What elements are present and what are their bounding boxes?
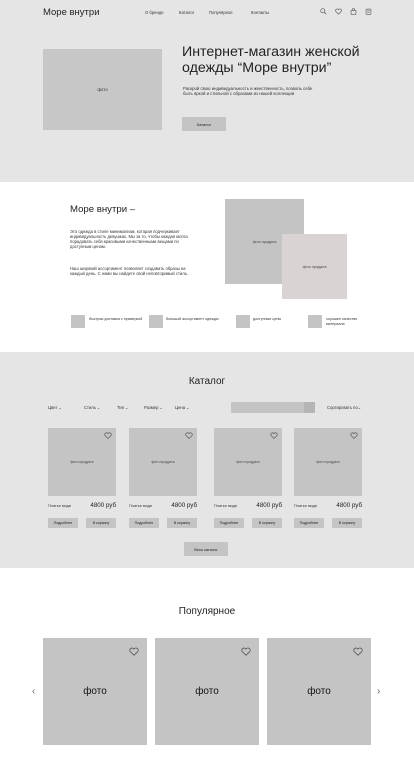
- favorite-heart-icon[interactable]: [129, 647, 139, 656]
- product-card: [294, 428, 364, 528]
- sort-label: Сортировать по: [327, 405, 358, 410]
- about-photo-1-label: фото продукта: [252, 239, 277, 244]
- filter-color[interactable]: [48, 405, 62, 410]
- all-catalog-button[interactable]: Весь каталог: [184, 542, 228, 556]
- product-photo-label: фото продукта: [236, 460, 260, 464]
- popular-photo-label: фото: [195, 686, 219, 697]
- hero-photo-label: фото: [97, 87, 108, 92]
- filter-price-label: Цена: [175, 405, 186, 410]
- add-to-cart-button[interactable]: В корзину: [252, 518, 282, 528]
- favorite-heart-icon[interactable]: [185, 432, 193, 439]
- add-to-cart-button[interactable]: В корзину: [167, 518, 197, 528]
- favorite-heart-icon[interactable]: [241, 647, 251, 656]
- feature-prices: доступные цены: [253, 317, 282, 321]
- quality-icon: [308, 315, 322, 328]
- add-to-cart-button[interactable]: В корзину: [86, 518, 116, 528]
- product-photo-label: фото продукта: [151, 460, 175, 464]
- nav-contacts[interactable]: Контакты: [251, 10, 270, 15]
- filter-size-label: Размер: [144, 405, 159, 410]
- search-button[interactable]: [304, 402, 315, 413]
- product-price: 4800 руб: [171, 502, 197, 509]
- details-button[interactable]: Подробнее: [129, 518, 159, 528]
- product-name: Платье миди: [48, 504, 71, 508]
- filter-color-label: Цвет: [48, 405, 58, 410]
- feature-assortment: большой ассортимент одежды: [166, 317, 219, 321]
- filter-type-label: Тип: [117, 405, 124, 410]
- product-name: Платье миди: [129, 504, 152, 508]
- filter-size[interactable]: [144, 405, 163, 410]
- carousel-next-button[interactable]: ›: [377, 686, 381, 697]
- hero-catalog-button[interactable]: Каталог: [182, 117, 226, 131]
- product-photo-label: фото продукта: [316, 460, 340, 464]
- heart-icon[interactable]: [335, 8, 342, 15]
- product-card: [129, 428, 199, 528]
- catalog-section: [0, 352, 414, 568]
- details-button[interactable]: Подробнее: [48, 518, 78, 528]
- popular-section: [0, 568, 414, 765]
- carousel-prev-button[interactable]: ‹: [32, 686, 36, 697]
- product-price: 4800 руб: [90, 502, 116, 509]
- favorite-heart-icon[interactable]: [350, 432, 358, 439]
- sort-dropdown[interactable]: [327, 405, 361, 410]
- hero-description: Раскрой свою индивидуальность и женственность, позволь себе быть яркой и стильной с образами из нашей коллекции: [183, 86, 313, 97]
- chevron-down-icon: ⌄: [96, 405, 101, 410]
- catalog-title: Каталог: [188, 376, 226, 387]
- add-to-cart-button[interactable]: В корзину: [332, 518, 362, 528]
- hero-title: Интернет-магазин женской одежды “Море внутри”: [182, 44, 360, 76]
- nav-catalog[interactable]: Каталог: [179, 10, 195, 15]
- about-photo-2: [282, 234, 347, 299]
- cart-icon[interactable]: [350, 8, 357, 15]
- filter-style-label: Стиль: [84, 405, 96, 410]
- popular-title: Популярное: [178, 606, 236, 617]
- chevron-down-icon: ⌄: [159, 405, 163, 410]
- product-card: [214, 428, 284, 528]
- search-icon[interactable]: [320, 8, 327, 15]
- product-name: Платье миди: [294, 504, 317, 508]
- about-title: Море внутри –: [70, 204, 136, 215]
- filter-style[interactable]: [84, 405, 100, 410]
- filter-type[interactable]: [117, 405, 128, 410]
- about-photo-2-label: фото продукта: [302, 264, 327, 269]
- about-paragraph-2: Наш широкий ассортимент позволяет создавать образы на каждый день. С нами вы найдете свой неповторимый стиль.: [70, 266, 189, 277]
- chevron-down-icon: ⌄: [124, 405, 129, 410]
- chevron-down-icon: ⌄: [186, 405, 190, 410]
- popular-card[interactable]: [267, 638, 371, 745]
- details-button[interactable]: Подробнее: [214, 518, 244, 528]
- hero-section: [0, 0, 414, 182]
- popular-card[interactable]: [43, 638, 147, 745]
- product-photo-label: фото продукта: [70, 460, 94, 464]
- search-input[interactable]: [231, 402, 315, 413]
- about-section: [0, 182, 414, 352]
- product-card: [48, 428, 118, 528]
- feature-quality: хорошее качество материала: [326, 317, 358, 326]
- popular-photo-label: фото: [83, 686, 107, 697]
- nav-about[interactable]: О бренде: [145, 10, 164, 15]
- about-paragraph-1: Это одежда в стиле минимализм, которая подчеркивает индивидуальность девушках. Мы за то, чтобы каждая могла порадовать себя красивыми качественными вещами по доступным ценам.: [70, 229, 188, 250]
- delivery-icon: [71, 315, 85, 328]
- nav-popular[interactable]: Популярное: [209, 10, 233, 15]
- chevron-down-icon: ⌄: [357, 405, 362, 410]
- favorite-heart-icon[interactable]: [270, 432, 278, 439]
- product-price: 4800 руб: [256, 502, 282, 509]
- favorite-heart-icon[interactable]: [104, 432, 112, 439]
- filter-price[interactable]: [175, 405, 189, 410]
- logo[interactable]: Море внутри: [43, 7, 100, 18]
- chevron-down-icon: ⌄: [58, 405, 62, 410]
- product-name: Платье миди: [214, 504, 237, 508]
- feature-delivery: быстрая доставка с примеркой: [89, 317, 143, 321]
- product-price: 4800 руб: [336, 502, 362, 509]
- account-icon[interactable]: [365, 8, 372, 15]
- price-icon: [236, 315, 250, 328]
- hero-photo: [43, 49, 162, 130]
- popular-photo-label: фото: [307, 686, 331, 697]
- assortment-icon: [149, 315, 163, 328]
- popular-card[interactable]: [155, 638, 259, 745]
- favorite-heart-icon[interactable]: [353, 647, 363, 656]
- details-button[interactable]: Подробнее: [294, 518, 324, 528]
